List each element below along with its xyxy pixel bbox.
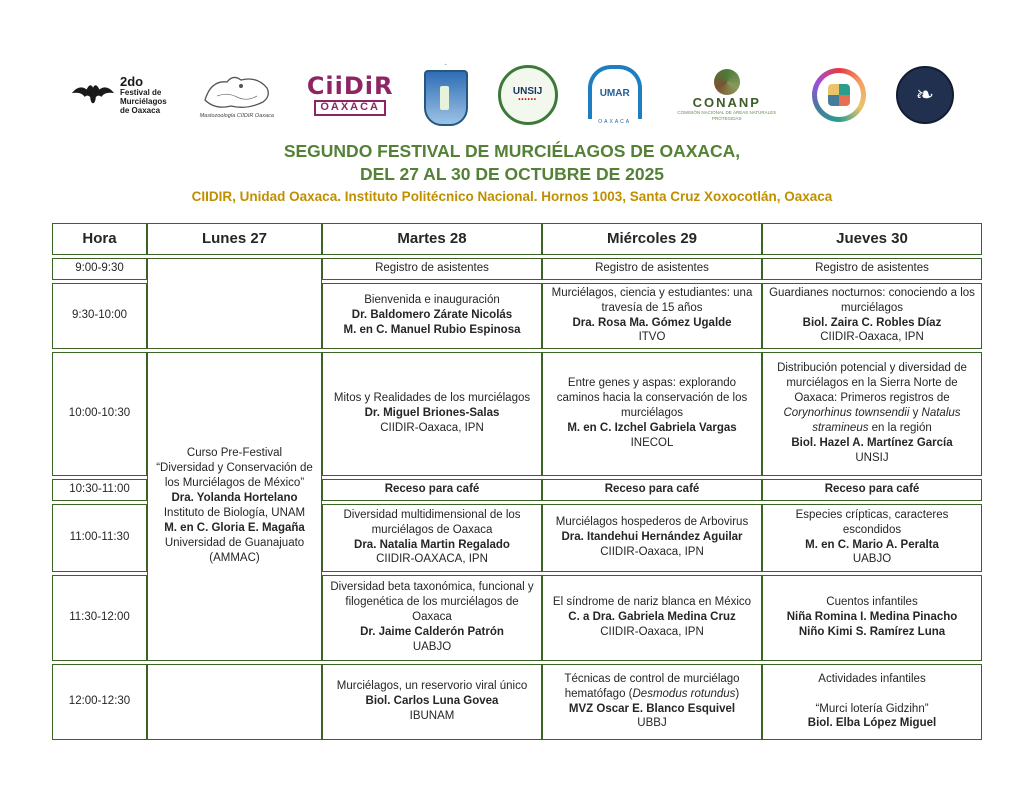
cell-martes-1200: Murciélagos, un reservorio viral único Biol. Carlos Luna Govea IBUNAM bbox=[322, 664, 542, 740]
cell-martes-0900: Registro de asistentes bbox=[322, 258, 542, 280]
time-1200: 12:00-12:30 bbox=[52, 664, 147, 740]
time-1030: 10:30-11:00 bbox=[52, 479, 147, 501]
festival-logo-2do: 2do bbox=[120, 73, 144, 89]
cell-martes-1030: Receso para café bbox=[322, 479, 542, 501]
conanp-logo bbox=[672, 69, 782, 121]
cell-jueves-1100: Especies crípticas, caracteres escondidos M. en C. Mario A. Peralta UABJO bbox=[762, 504, 982, 572]
conanp-logo-text: CONANP bbox=[692, 94, 761, 110]
ciidir-logo-sub: OAXACA bbox=[314, 100, 386, 116]
bat-icon bbox=[70, 75, 116, 115]
cell-miercoles-0900: Registro de asistentes bbox=[542, 258, 762, 280]
cell-jueves-0930: Guardianes nocturnos: conociendo a los murciélagos Biol. Zaira C. Robles Díaz CIIDIR-Oaxaca, IPN bbox=[762, 283, 982, 349]
festival-logo-line4: de Oaxaca bbox=[120, 105, 161, 115]
umar-logo bbox=[588, 65, 642, 125]
cell-miercoles-1000: Entre genes y aspas: explorando caminos hacia la conservación de los murciélagos M. en C. Izchel Gabriela Vargas INECOL bbox=[542, 352, 762, 476]
mammal-sketch-icon bbox=[197, 70, 277, 116]
umar-logo-sub: OAXACA bbox=[598, 118, 632, 125]
cell-miercoles-1100: Murciélagos hospederos de Arbovirus Dra. Itandehui Hernández Aguilar CIIDIR-Oaxaca, IPN bbox=[542, 504, 762, 572]
cell-miercoles-0930: Murciélagos, ciencia y estudiantes: una travesía de 15 años Dra. Rosa Ma. Gómez Ugalde ITVO bbox=[542, 283, 762, 349]
ciidir-oaxaca-logo bbox=[307, 74, 394, 116]
shield-icon bbox=[424, 70, 468, 126]
cell-miercoles-1200: Técnicas de control de murciélago hematófago (Desmodus rotundus) MVZ Oscar E. Blanco Esquivel UBBJ bbox=[542, 664, 762, 740]
col-header-martes: Martes 28 bbox=[322, 223, 542, 255]
conanp-caption: COMISIÓN NACIONAL DE ÁREAS NATURALES PROTEGIDAS bbox=[677, 110, 777, 121]
time-0900: 9:00-9:30 bbox=[52, 258, 147, 280]
cell-jueves-1000: Distribución potencial y diversidad de murciélagos en la Sierra Norte de Oaxaca: Primeros registros de Corynorhinus townsendii y Natalus stramineus en la región Biol. Hazel A. Martínez García UNSIJ bbox=[762, 352, 982, 476]
conanp-swirl-icon bbox=[714, 69, 740, 95]
venue-subtitle: CIIDIR, Unidad Oaxaca. Instituto Politécnico Nacional. Hornos 1003, Santa Cruz Xoxocotlán, Oaxaca bbox=[191, 188, 833, 204]
row-0900 bbox=[52, 258, 982, 280]
col-header-hora: Hora bbox=[52, 223, 147, 255]
cell-jueves-1200: Actividades infantiles “Murci lotería Gidzihn” Biol. Elba López Miguel bbox=[762, 664, 982, 740]
cell-jueves-0900: Registro de asistentes bbox=[762, 258, 982, 280]
sociedad-seal-logo bbox=[896, 66, 954, 124]
unsij-logo-text: UNSIJ bbox=[512, 85, 543, 97]
cell-lunes-curso: Curso Pre-Festival “Diversidad y Conservación de los Murciélagos de México” Dra. Yolanda Hortelano Instituto de Biología, UNAM M. en C. Gloria E. Magaña Universidad de Guanajuato (AMMAC) bbox=[147, 352, 322, 661]
umar-logo-text: UMAR bbox=[599, 87, 630, 99]
cell-martes-1000: Mitos y Realidades de los murciélagos Dr. Miguel Briones-Salas CIIDIR-Oaxaca, IPN bbox=[322, 352, 542, 476]
title-block bbox=[0, 140, 1024, 204]
time-1130: 11:30-12:00 bbox=[52, 575, 147, 661]
page-title-line1: SEGUNDO FESTIVAL DE MURCIÉLAGOS DE OAXACA, bbox=[283, 141, 741, 161]
cell-miercoles-1030: Receso para café bbox=[542, 479, 762, 501]
unsij-circle-icon bbox=[498, 65, 558, 125]
cell-martes-1100: Diversidad multidimensional de los murciélagos de Oaxaca Dra. Natalia Martin Regalado CIIDIR-OAXACA, IPN bbox=[322, 504, 542, 572]
cell-jueves-1130: Cuentos infantiles Niña Romina I. Medina Pinacho Niño Kimi S. Ramírez Luna bbox=[762, 575, 982, 661]
col-header-jueves: Jueves 30 bbox=[762, 223, 982, 255]
row-1000 bbox=[52, 352, 982, 476]
leaf-glyph: ❧ bbox=[915, 82, 935, 107]
cell-jueves-1030: Receso para café bbox=[762, 479, 982, 501]
xoxocotlan-shield-logo bbox=[424, 64, 468, 127]
time-0930: 9:30-10:00 bbox=[52, 283, 147, 349]
shield-caption: ⌃ bbox=[443, 62, 448, 68]
cell-martes-1130: Diversidad beta taxonómica, funcional y filogenética de los murciélagos de Oaxaca Dr. Jaime Calderón Patrón UABJO bbox=[322, 575, 542, 661]
page-title-line2: DEL 27 AL 30 DE OCTUBRE DE 2025 bbox=[359, 163, 665, 184]
cell-martes-0930: Bienvenida e inauguración Dr. Baldomero Zárate Nicolás M. en C. Manuel Rubio Espinosa bbox=[322, 283, 542, 349]
ciidir-logo-text: CiiDiR bbox=[306, 72, 394, 101]
mastozoologia-logo bbox=[197, 70, 277, 120]
rainbow-ring-icon bbox=[812, 68, 866, 122]
cell-lunes-1200 bbox=[147, 664, 322, 740]
time-1000: 10:00-10:30 bbox=[52, 352, 147, 476]
festival-murcielagos-logo bbox=[70, 75, 167, 116]
logo-strip bbox=[70, 58, 954, 132]
schedule-table bbox=[52, 220, 982, 743]
festival-logo-line2: Festival de bbox=[120, 87, 162, 97]
unsij-dots: •••••• bbox=[518, 97, 537, 104]
cell-miercoles-1130: El síndrome de nariz blanca en México C. a Dra. Gabriela Medina Cruz CIIDIR-Oaxaca, IPN bbox=[542, 575, 762, 661]
medio-ambiente-logo bbox=[812, 68, 866, 122]
mastozoologia-caption: Mastozoología CIIDIR Oaxaca bbox=[199, 113, 274, 120]
col-header-lunes: Lunes 27 bbox=[147, 223, 322, 255]
festival-logo-line3: Murciélagos bbox=[120, 96, 167, 106]
time-1100: 11:00-11:30 bbox=[52, 504, 147, 572]
header-row bbox=[52, 223, 982, 255]
cell-lunes-early bbox=[147, 258, 322, 349]
unsij-logo bbox=[498, 65, 558, 125]
col-header-miercoles: Miércoles 29 bbox=[542, 223, 762, 255]
umar-arch-icon bbox=[588, 65, 642, 119]
seal-icon bbox=[896, 66, 954, 124]
row-1200 bbox=[52, 664, 982, 740]
